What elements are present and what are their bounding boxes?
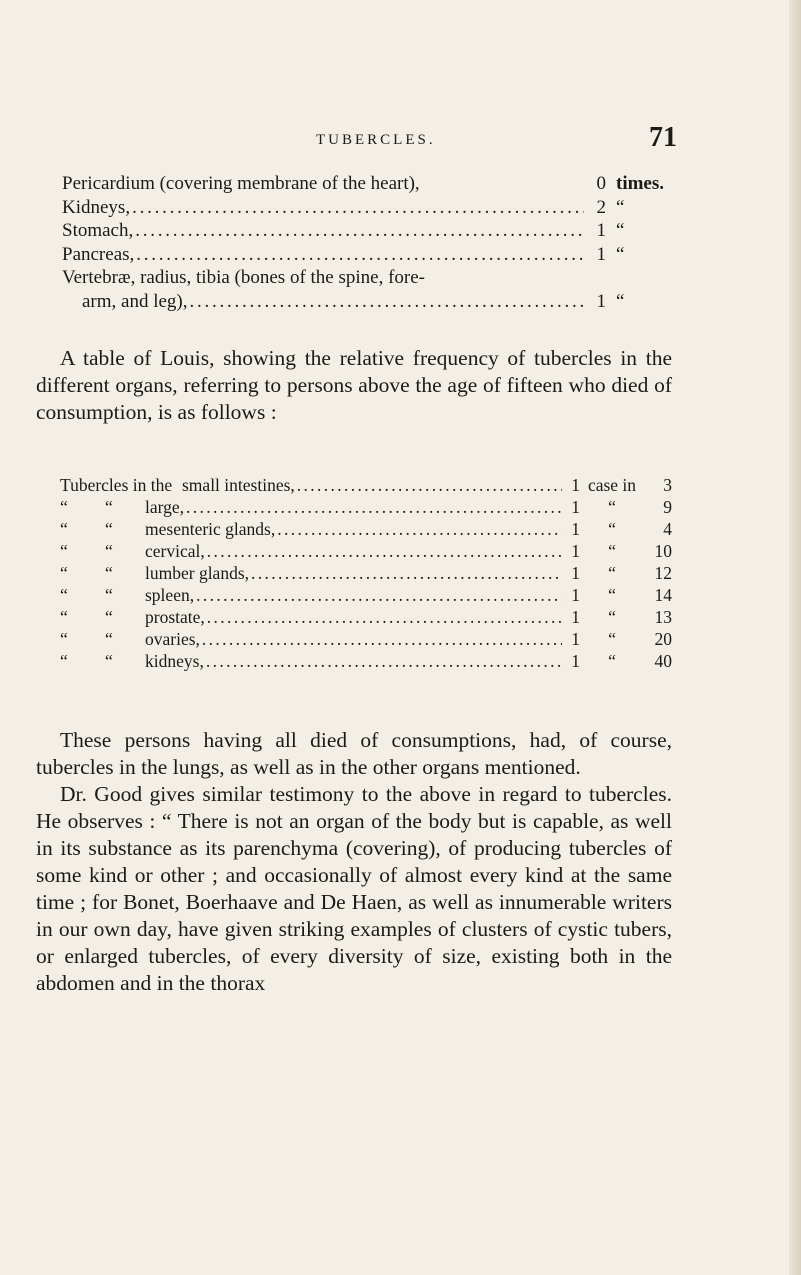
dot-leader	[207, 606, 562, 628]
organ-count-row	[62, 172, 672, 196]
organ-name: kidneys,	[145, 651, 204, 671]
organ-label: arm, and leg),	[82, 290, 188, 312]
dot-leader	[190, 290, 584, 314]
row-prefix: Tubercles in the	[60, 475, 173, 495]
ditto-mark: “	[105, 651, 113, 671]
dot-leader	[196, 584, 562, 606]
organ-count-row	[62, 266, 672, 290]
dot-leader	[136, 243, 584, 267]
page-edge-shadow	[789, 0, 801, 1275]
ratio-value: 1	[571, 519, 580, 539]
organ-label: Pericardium (covering membrane of the heart),	[62, 173, 420, 194]
table-row	[60, 606, 672, 628]
ditto-mark: “	[105, 519, 113, 539]
frequency-value: 14	[654, 585, 672, 605]
organ-count: 2	[596, 196, 606, 218]
table-row	[60, 540, 672, 562]
running-title: TUBERCLES.	[316, 132, 436, 148]
body-text	[36, 727, 672, 997]
ditto-mark: “	[608, 497, 616, 517]
ratio-value: 1	[571, 475, 580, 495]
ditto-mark: “	[60, 607, 68, 627]
dot-leader	[202, 628, 562, 650]
dot-leader	[186, 496, 562, 518]
ditto-mark: “	[608, 563, 616, 583]
organ-unit: “	[616, 290, 625, 312]
dot-leader	[297, 474, 562, 496]
organ-label: Stomach,	[62, 220, 134, 241]
table-row	[60, 650, 672, 672]
organ-unit: “	[616, 243, 625, 265]
running-header	[0, 122, 801, 153]
ditto-mark: “	[105, 607, 113, 627]
organ-count-row	[62, 196, 672, 220]
organ-name: spleen,	[145, 585, 195, 605]
ditto-mark: “	[105, 563, 113, 583]
ditto-mark: “	[105, 629, 113, 649]
ditto-mark: “	[60, 563, 68, 583]
dot-leader	[206, 650, 562, 672]
ditto-mark: “	[608, 541, 616, 561]
organ-name: mesenteric glands,	[145, 519, 276, 539]
ratio-value: 1	[571, 497, 580, 517]
frequency-value: 4	[663, 519, 672, 539]
frequency-value: 13	[654, 607, 672, 627]
ditto-mark: “	[608, 519, 616, 539]
ditto-mark: “	[608, 651, 616, 671]
ditto-mark: “	[60, 497, 68, 517]
organ-name: lumber glands,	[145, 563, 250, 583]
organ-unit: “	[616, 220, 625, 241]
organ-unit: times.	[616, 173, 665, 194]
dot-leader	[277, 518, 562, 540]
organ-count-row	[62, 219, 672, 243]
ratio-value: 1	[571, 629, 580, 649]
ditto-mark: “	[105, 497, 113, 517]
dot-leader	[207, 540, 562, 562]
organ-count: 0	[596, 173, 606, 194]
organ-name: small intestines,	[182, 475, 295, 495]
page-number: 71	[649, 122, 677, 153]
organ-label: Pancreas,	[62, 243, 135, 265]
organ-count-list	[62, 172, 672, 313]
ditto-mark: “	[60, 651, 68, 671]
frequency-value: 40	[654, 651, 672, 671]
table-row	[60, 584, 672, 606]
frequency-value: 10	[654, 541, 672, 561]
ditto-mark: “	[608, 585, 616, 605]
paragraph-text: A table of Louis, showing the relative frequency of tubercles in the different organs, referring to persons above the age of fifteen who died of consumption, is as follows :	[36, 346, 672, 424]
table-row	[60, 518, 672, 540]
case-in-label: case in	[587, 475, 637, 495]
table-row	[60, 474, 672, 496]
ratio-value: 1	[571, 563, 580, 583]
organ-label: Kidneys,	[62, 196, 131, 218]
organ-name: ovaries,	[145, 629, 200, 649]
ratio-value: 1	[571, 541, 580, 561]
table-row	[60, 628, 672, 650]
table-row	[60, 496, 672, 518]
ditto-mark: “	[60, 585, 68, 605]
ditto-mark: “	[608, 629, 616, 649]
frequency-value: 12	[654, 563, 672, 583]
ratio-value: 1	[571, 585, 580, 605]
organ-count-row	[62, 243, 672, 267]
organ-name: prostate,	[145, 607, 205, 627]
ditto-mark: “	[60, 541, 68, 561]
ratio-value: 1	[571, 607, 580, 627]
organ-unit: “	[616, 196, 625, 218]
ditto-mark: “	[60, 629, 68, 649]
frequency-value: 20	[654, 629, 672, 649]
organ-count-row	[62, 290, 672, 314]
paragraph-dr-good: Dr. Good gives similar testimony to the above in regard to tubercles. He observes : “ There is not an organ of the body but is capable, as well in its substance as its parenchyma (covering), of producing tubercles of some kind or other ; and occasionally of almost every kind at the same time ; for Bonet, Boerhaave and De Haen, as well as innumerable writers in our own day, have given striking examples of clusters of cystic tubers, or enlarged tubercles, of every diversity of size, existing both in the abdomen and in the thorax	[36, 782, 672, 995]
organ-count: 1	[596, 290, 606, 312]
louis-frequency-table	[60, 474, 672, 672]
organ-name: large,	[145, 497, 185, 517]
paragraph-consumption: These persons having all died of consumptions, had, of course, tubercles in the lungs, as well as in the other organs mentioned.	[36, 728, 672, 779]
dot-leader	[251, 562, 562, 584]
organ-label: Vertebræ, radius, tibia (bones of the spine, fore-	[62, 267, 426, 288]
ditto-mark: “	[105, 541, 113, 561]
frequency-value: 9	[663, 497, 672, 517]
organ-count: 1	[596, 220, 606, 241]
table-row	[60, 562, 672, 584]
ditto-mark: “	[105, 585, 113, 605]
ditto-mark: “	[60, 519, 68, 539]
frequency-value: 3	[663, 475, 672, 495]
ratio-value: 1	[571, 651, 580, 671]
dot-leader	[135, 219, 584, 243]
paragraph-louis-intro	[36, 345, 672, 426]
organ-count: 1	[596, 243, 606, 265]
ditto-mark: “	[608, 607, 616, 627]
organ-name: cervical,	[145, 541, 205, 561]
dot-leader	[132, 196, 584, 220]
